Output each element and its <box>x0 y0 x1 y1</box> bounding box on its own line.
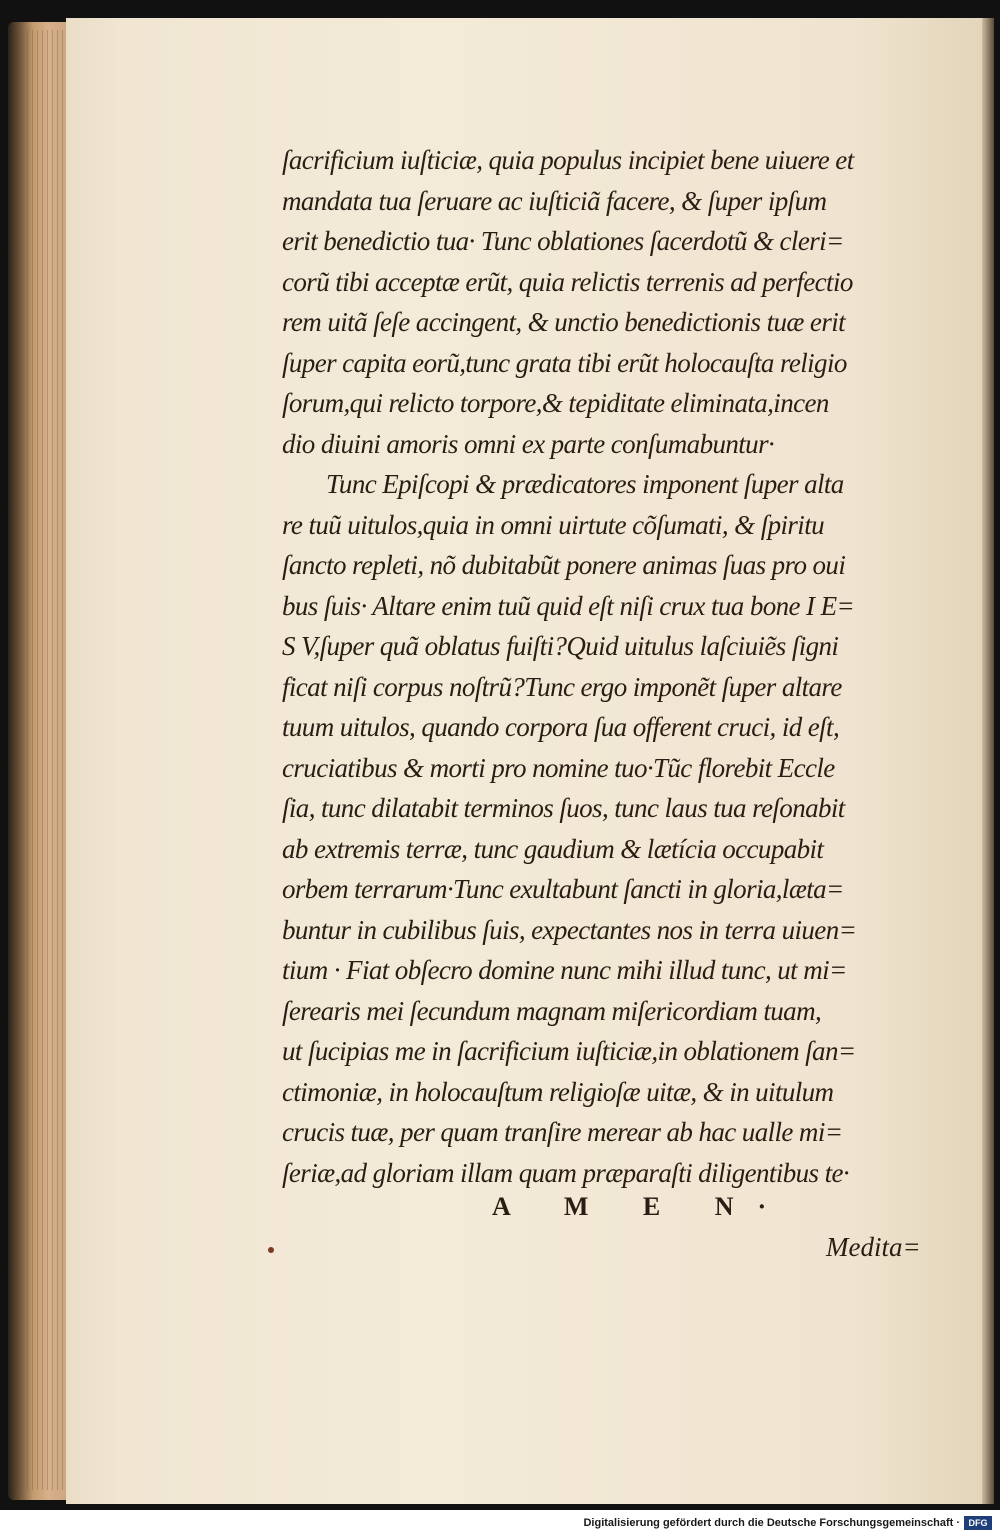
page-gutter-shadow <box>982 18 994 1504</box>
text-line: erit benedictio tua· Tunc oblationes ſacerdotũ & cleri= <box>282 226 844 256</box>
text-line: ſorum,qui relicto torpore,& tepiditate eliminata,incen <box>282 388 829 418</box>
text-line: ſia, tunc dilatabit terminos ſuos, tunc laus tua reſonabit <box>282 793 845 823</box>
text-line: dio diuini amoris omni ex parte conſumabuntur· <box>282 428 775 459</box>
page-stack-lines <box>22 30 66 1490</box>
text-line: ab extremis terræ, tunc gaudium & lætícia occupabit <box>282 833 824 864</box>
text-line: ut ſucipias me in ſacrificium iuſticiæ,in oblationem ſan= <box>282 1036 856 1066</box>
text-line: orbem terrarum·Tunc exultabunt ſancti in gloria,læta= <box>282 874 844 904</box>
catchword: Medita= <box>826 1232 921 1262</box>
text-line: ſancto repleti, nõ dubitabũt ponere animas ſuas pro oui <box>282 550 846 580</box>
text-line: ſeriæ,ad gloriam illam quam præparaſti diligentibus te· <box>282 1157 850 1188</box>
text-line: tium · Fiat obſecro domine nunc mihi illud tunc, ut mi= <box>282 955 847 985</box>
ink-spot <box>268 1247 274 1253</box>
text-line: mandata tua ſeruare ac iuſticiã facere, & ſuper ipſum <box>282 185 827 216</box>
text-line: cruciatibus & morti pro nomine tuo·Tũc florebit Eccle <box>282 752 835 783</box>
body-text <box>282 140 942 1193</box>
text-line: buntur in cubilibus ſuis, expectantes nos in terra uiuen= <box>282 914 857 945</box>
text-line: tuum uitulos, quando corpora ſua offerent cruci, id eſt, <box>282 712 840 742</box>
text-line: ctimoniæ, in holocauſtum religioſæ uitæ, & in uitulum <box>282 1076 834 1107</box>
text-line: crucis tuæ, per quam tranſire merear ab hac ualle mi= <box>282 1117 843 1147</box>
footer-credit: Digitalisierung gefördert durch die Deutsche Forschungsgemeinschaft · <box>583 1517 960 1529</box>
text-line: ſacrificium iuſticiæ, quia populus incipiet bene uiuere et <box>282 145 854 175</box>
text-line: corũ tibi acceptæ erũt, quia relictis terrenis ad perfectio <box>282 266 853 297</box>
closing-amen: A M E N· <box>492 1192 791 1221</box>
text-line: S V,ſuper quã oblatus fuiſti?Quid uitulus laſciuiẽs ſigni <box>282 631 839 661</box>
text-line: bus ſuis· Altare enim tuũ quid eſt niſi crux tua bone I E= <box>282 590 855 621</box>
dfg-logo-icon: DFG <box>964 1516 992 1530</box>
text-line: ſuper capita eorũ,tunc grata tibi erũt holocauſta religio <box>282 347 847 378</box>
paragraph-start-line: Tunc Epiſcopi & prædicatores imponent ſuper alta <box>326 469 844 499</box>
text-line: ficat niſi corpus noſtrũ?Tunc ergo imponẽt ſuper altare <box>282 671 842 702</box>
text-line: re tuũ uitulos,quia in omni uirtute cõſumati, & ſpiritu <box>282 509 825 540</box>
text-line: ſerearis mei ſecundum magnam miſericordiam tuam, <box>282 995 822 1026</box>
text-line: rem uitã ſeſe accingent, & unctio benedictionis tuæ erit <box>282 307 846 337</box>
digitization-footer <box>0 1512 1000 1534</box>
